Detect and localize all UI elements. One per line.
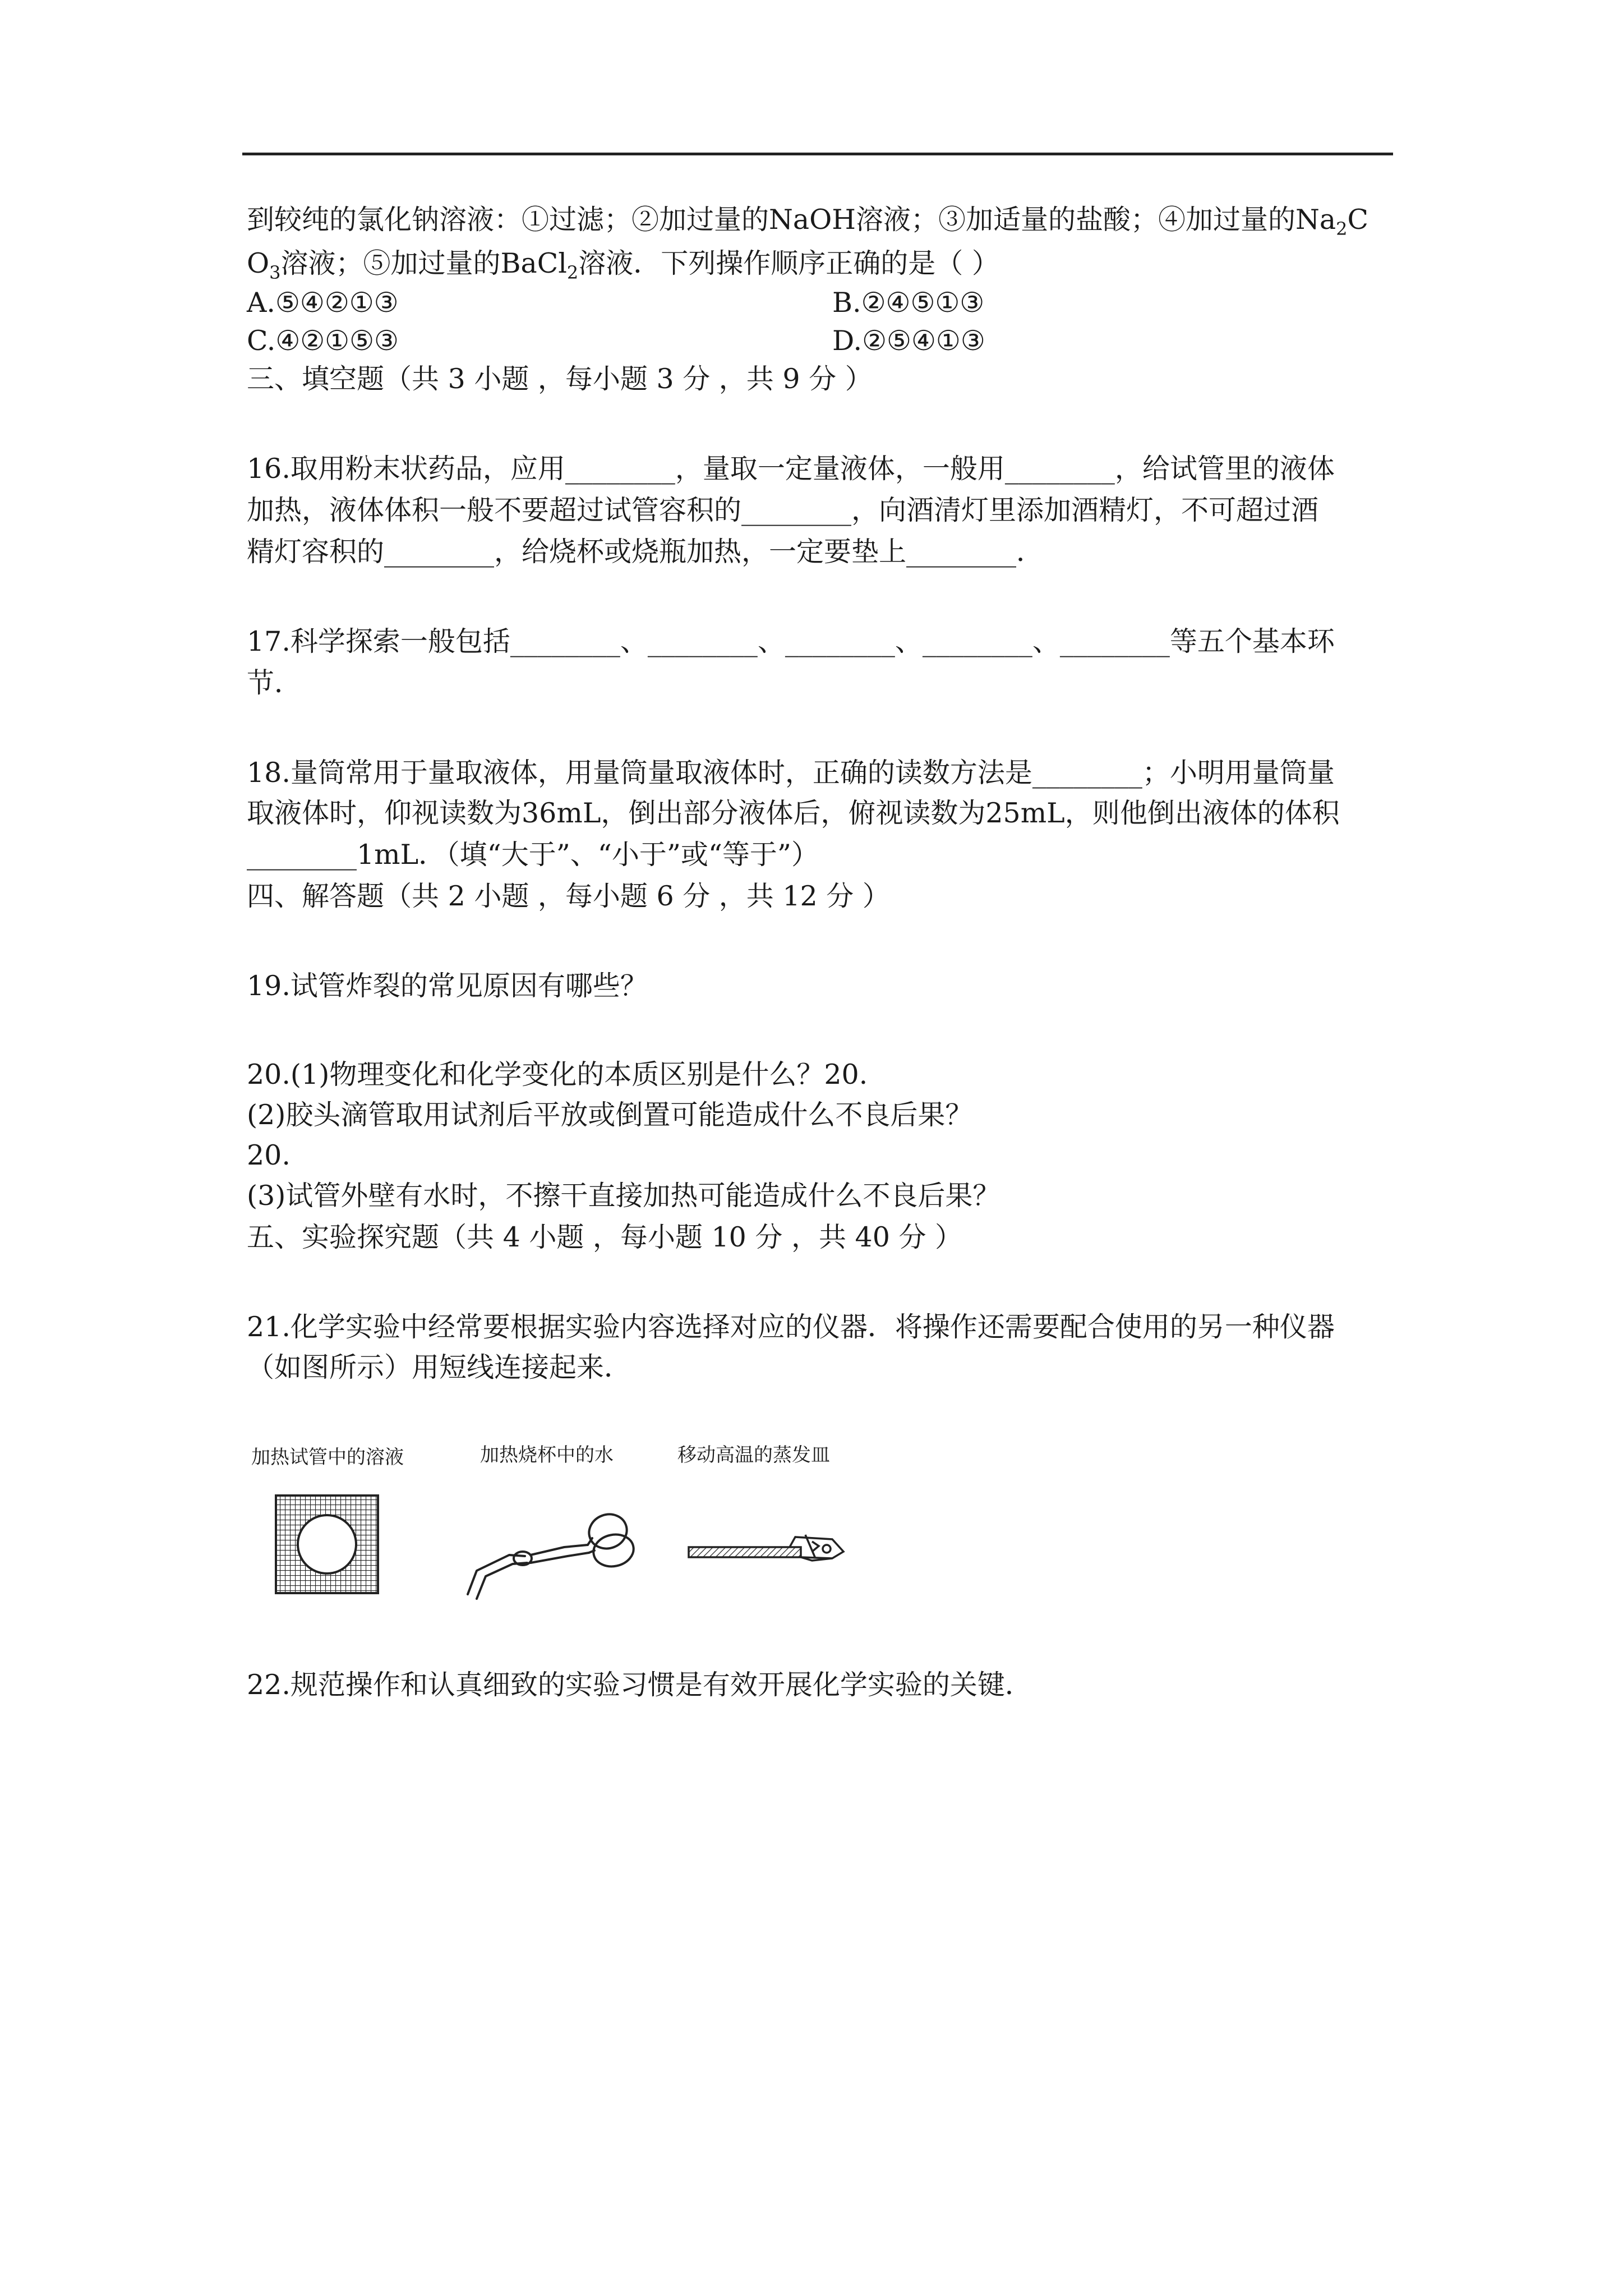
- q16-line3: 精灯容积的________，给烧杯或烧瓶加热，一定要垫上________．: [247, 536, 1044, 568]
- crucible-tongs-icon: [458, 1494, 643, 1607]
- q15-line1: 到较纯的氯化钠溶液：①过滤；②加过量的NaOH溶液；③加适量的盐酸；④加过量的$Na_2C$: [247, 204, 1368, 240]
- figure-caption-1: 加热试管中的溶液: [251, 1446, 404, 1469]
- option-b: B.②④⑤①③: [832, 287, 985, 319]
- q15-line2: $O_3$溶液；⑤加过量的BaCl$_2$溶液．下列操作顺序正确的是（ ）: [247, 247, 999, 283]
- test-tube-holder-icon: [685, 1524, 854, 1574]
- option-d: D.②⑤④①③: [832, 325, 985, 357]
- q21-line2: （如图所示）用短线连接起来．: [247, 1351, 632, 1383]
- q16-line1: 16.取用粉末状药品，应用________，量取一定量液体，一般用________，给试管里的液体: [247, 453, 1335, 485]
- option-a: A.⑤④②①③: [247, 287, 399, 319]
- q18-line1: 18.量筒常用于量取液体，用量筒量取液体时，正确的读数方法是________；小明用量筒量: [247, 757, 1335, 789]
- q20-line4: (3)试管外壁有水时，不擦干直接加热可能造成什么不良后果？: [247, 1180, 1000, 1212]
- q22: 22.规范操作和认真细致的实验习惯是有效开展化学实验的关键．: [247, 1669, 1032, 1701]
- option-c: C.④②①⑤③: [247, 325, 399, 357]
- q20-line2: (2)胶头滴管取用试剂后平放或倒置可能造成什么不良后果？: [247, 1099, 973, 1131]
- figure-caption-2: 加热烧杯中的水: [480, 1444, 614, 1466]
- header-rule: [242, 153, 1393, 155]
- q17-line2: 节．: [247, 667, 302, 699]
- section-4-heading: 四、解答题（共 2 小题 ，每小题 6 分 ，共 12 分 ）: [247, 880, 890, 912]
- wire-gauze-icon: [275, 1494, 379, 1594]
- q17-line1: 17.科学探索一般包括________、________、________、________、________等五个基本环: [247, 625, 1335, 657]
- section-3-heading: 三、填空题（共 3 小题 ，每小题 3 分 ，共 9 分 ）: [247, 363, 873, 395]
- section-5-heading: 五、实验探究题（共 4 小题 ，每小题 10 分 ，共 40 分 ）: [247, 1221, 963, 1253]
- q20-line1: 20.(1)物理变化和化学变化的本质区别是什么？20.: [247, 1059, 868, 1091]
- q21-line1: 21.化学实验中经常要根据实验内容选择对应的仪器．将操作还需要配合使用的另一种仪器: [247, 1311, 1335, 1343]
- q19: 19.试管炸裂的常见原因有哪些？: [247, 970, 648, 1002]
- q20-line3: 20.: [247, 1139, 291, 1171]
- q18-line3: ________1mL．（填“大于”、“小于”或“等于”）: [247, 839, 819, 871]
- figure-caption-3: 移动高温的蒸发皿: [677, 1444, 830, 1466]
- q18-line2: 取液体时，仰视读数为36mL，倒出部分液体后，俯视读数为25mL，则他倒出液体的体积: [247, 797, 1340, 829]
- q16-line2: 加热，液体体积一般不要超过试管容积的________，向酒清灯里添加酒精灯，不可超过酒: [247, 494, 1319, 526]
